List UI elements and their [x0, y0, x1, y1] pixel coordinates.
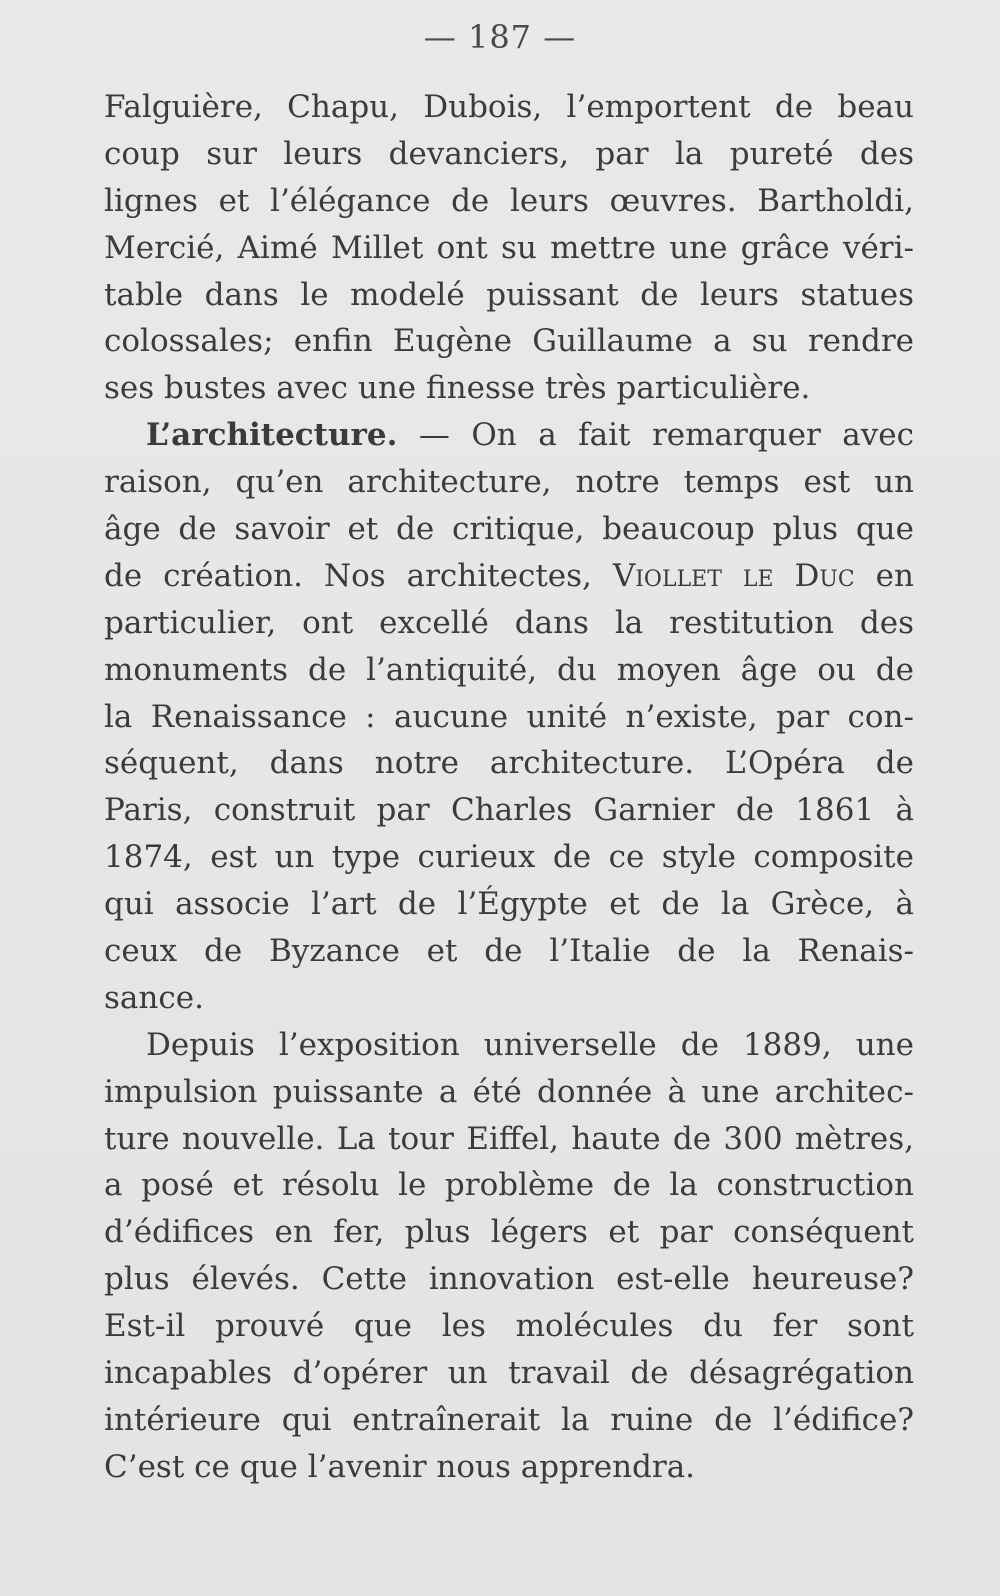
text-line: coup sur leurs devanciers, par la pureté des	[104, 135, 914, 172]
text-line: Mercié, Aimé Millet ont su mettre une grâce véri-	[104, 229, 914, 266]
text-line: incapables d’opérer un travail de désagrégation	[104, 1355, 914, 1392]
text-line: a posé et résolu le problème de la construction	[104, 1167, 914, 1204]
text-line: C’est ce que l’avenir nous apprendra.	[104, 1448, 696, 1485]
text-line	[104, 412, 914, 459]
text-fragment: — On a fait remarquer avec	[397, 417, 914, 454]
text-line: table dans le modelé puissant de leurs statues	[104, 276, 914, 313]
text-line: Falguière, Chapu, Dubois, l’emportent de beau	[104, 89, 914, 125]
text-line: 1874, est un type curieux de ce style composite	[104, 839, 914, 876]
text-line: Est-il prouvé que les molécules du fer sont	[104, 1308, 914, 1345]
text-line	[104, 553, 914, 600]
person-name: Viollet le Duc	[612, 557, 855, 594]
page-number: — 187 —	[423, 18, 577, 56]
text-line: qui associe l’art de l’Égypte et de la Grèce, à	[104, 886, 914, 923]
text-fragment: en	[854, 557, 914, 594]
paragraph-exposition	[104, 1022, 914, 1491]
text-line: séquent, dans notre architecture. L’Opéra de	[104, 745, 914, 782]
text-line: monuments de l’antiquité, du moyen âge ou de	[104, 651, 914, 688]
section-heading: L’architecture.	[146, 417, 398, 454]
text-line: Paris, construit par Charles Garnier de 1861 à	[104, 792, 914, 829]
text-line: colossales; enfin Eugène Guillaume a su rendre	[104, 323, 914, 360]
paragraph-architecture	[104, 412, 914, 1022]
text-line: raison, qu’en architecture, notre temps est un	[104, 464, 914, 501]
text-line: ture nouvelle. La tour Eiffel, haute de 300 mètres,	[104, 1120, 914, 1157]
text-line: sance.	[104, 979, 204, 1016]
text-line: lignes et l’élégance de leurs œuvres. Bartholdi,	[104, 182, 914, 219]
text-line: âge de savoir et de critique, beaucoup plus que	[104, 511, 914, 548]
text-line: plus élevés. Cette innovation est-elle heureuse?	[104, 1261, 914, 1298]
body-text	[104, 84, 914, 1491]
text-line: Depuis l’exposition universelle de 1889, une	[146, 1026, 914, 1063]
text-line: particulier, ont excellé dans la restitution des	[104, 604, 914, 641]
text-fragment: de création. Nos architectes,	[104, 557, 613, 594]
text-line: ceux de Byzance et de l’Italie de la Renais-	[104, 933, 914, 970]
text-line: la Renaissance : aucune unité n’existe, par con-	[104, 698, 914, 735]
paragraph-sculpture	[104, 84, 914, 412]
text-line: impulsion puissante a été donnée à une architec-	[104, 1073, 914, 1110]
text-line: d’édifices en fer, plus légers et par conséquent	[104, 1214, 914, 1251]
text-line: intérieure qui entraînerait la ruine de l’édifice?	[104, 1401, 914, 1438]
text-line: ses bustes avec une finesse très particulière.	[104, 370, 811, 407]
